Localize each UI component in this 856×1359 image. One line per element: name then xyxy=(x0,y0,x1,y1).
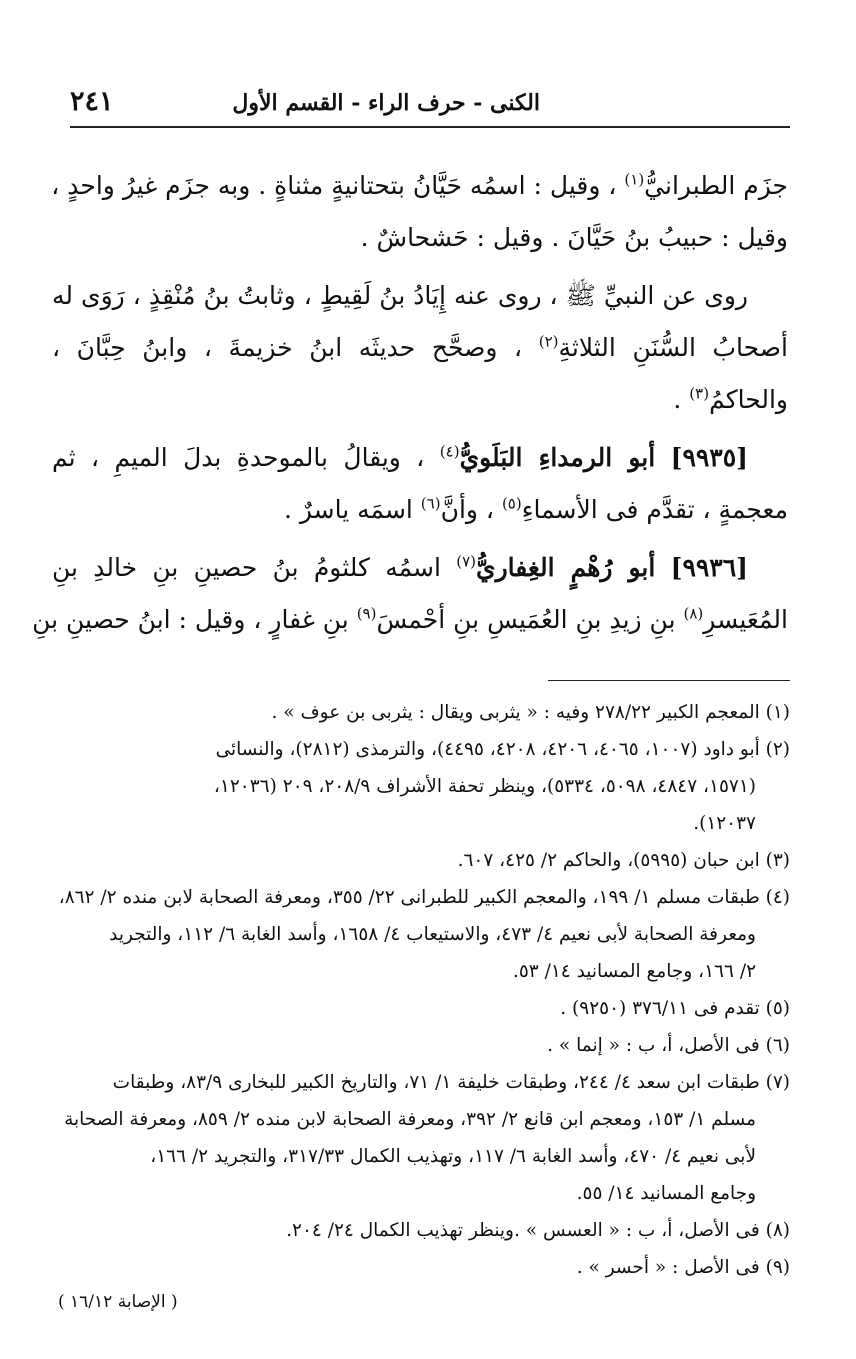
entry-name: أبو الرمداءِ البَلَويُّ xyxy=(459,443,656,472)
footnotes xyxy=(60,694,790,1286)
footnote-5: (٥) تقدم فى ٣٧٦/١١ (٩٢٥٠) . xyxy=(560,998,790,1019)
text-line: [٩٩٣٦] أبو رُهْمٍ الغِفاريُّ$^{(٧)}$ اسمُه كلثومُ بنُ حصينِ بنِ خالدِ بنِ xyxy=(52,552,749,582)
footnote-3: (٣) ابن حبان (٥٩٩٥)، والحاكم ٢/ ٤٢٥، ٦٠٧. xyxy=(457,850,790,871)
footnote-9: (٩) فى الأصل : « أحسر » . xyxy=(576,1257,790,1278)
text-line: [٩٩٣٥] أبو الرمداءِ البَلَويُّ$^{(٤)}$ ، ويقالُ بالموحدةِ بدلَ الميمِ ، ثم xyxy=(52,442,748,472)
footnote-7: (٧) طبقات ابن سعد ٤/ ٢٤٤، وطبقات خليفة ١/ ٧١، والتاريخ الكبير للبخارى ٨٣/٩، وطبقات مسلم ١/ ١٥٣، ومعجم ابن قانع ٢/ ٣٩٢، ومعرفة الصحابة لابن منده ٢/ ٨٥٩، ومعرفة الصحابة لأبى نعيم ٤/ ٤٧٠، وأسد الغابة ٦/ ١١٧، وتهذيب الكمال ٣١٧/٣٣، والتجريد ٢/ ١٦٦، وجامع المسانيد ١٤/ ٥٥. xyxy=(64,1072,790,1204)
running-title: الكنى - حرف الراء - القسم الأول xyxy=(232,90,540,116)
entry-9936 xyxy=(32,542,788,646)
footnote-4: (٤) طبقات مسلم ١/ ١٩٩، والمعجم الكبير للطبرانى ٢٢/ ٣٥٥، ومعرفة الصحابة لابن منده ٢/ ٨٦٢، ومعرفة الصحابة لأبى نعيم ٤/ ٤٧٣، والاستيعاب ٤/ ١٦٥٨، وأسد الغابة ٦/ ١١٢، والتجريد ٢/ ١٦٦، وجامع المسانيد ١٤/ ٥٣. xyxy=(58,887,790,982)
footnote-ref-8: (٨) xyxy=(683,604,704,623)
footnote-ref-9: (٩) xyxy=(356,604,377,623)
footnote-1: (١) المعجم الكبير ٢٧٨/٢٢ وفيه : « يثربى ويقال : يثربى بن عوف » . xyxy=(271,702,790,723)
entry-9935 xyxy=(52,432,788,536)
footnote-ref-5: (٥) xyxy=(501,494,522,513)
text-line: وقيل : حبيبُ بنُ حَيَّانَ . وقيل : حَشحاشٌ . xyxy=(360,223,788,252)
text-line: أصحابُ السُّنَنِ الثلاثةِ$^{(٢)}$ ، وصحَّح حديثَه ابنُ خزيمةَ ، وابنُ حِبَّانَ ، xyxy=(52,332,788,362)
footnote-2: (٢) أبو داود (١٠٠٧، ٤٠٦٥، ٤٢٠٦، ٤٢٠٨، ٤٤٩٥)، والترمذى (٢٨١٢)، والنسائى (١٥٧١، ٤٨٤٧، ٥٠٩٨، ٥٣٣٤)، وينظر تحفة الأشراف ٢٠٨/٩، ٢٠٩ (١٢٠٣٦، ١٢٠٣٧). xyxy=(213,739,790,834)
text-line: معجمةٍ ، تقدَّم فى الأسماءِ$^{(٥)}$ ، وأنَّ$^{(٦)}$ اسمَه ياسرٌ . xyxy=(283,494,788,524)
footnote-ref-2: (٢) xyxy=(538,332,559,351)
footnote-6: (٦) فى الأصل، أ، ب : « إنما » . xyxy=(547,1035,790,1056)
footnote-ref-3: (٣) xyxy=(689,384,710,403)
page-number: ٢٤١ xyxy=(70,86,114,117)
page-header xyxy=(70,86,790,128)
entry-name: أبو رُهْمٍ الغِفاريُّ xyxy=(476,553,656,582)
text-line: روى عن النبيِّ ﷺ ، روى عنه إِيَادُ بنُ لَقِيطٍ ، وثابتُ بنُ مُنْقِذٍ ، رَوَى له xyxy=(52,281,748,310)
footnote-ref-7: (٧) xyxy=(456,552,477,571)
footnote-8: (٨) فى الأصل، أ، ب : « العسس » .وينظر تهذيب الكمال ٢٤/ ٢٠٤. xyxy=(286,1220,790,1241)
entry-number: [٩٩٣٦] xyxy=(670,553,749,582)
paragraph-2 xyxy=(52,270,788,426)
paragraph-1 xyxy=(52,160,788,264)
entry-number: [٩٩٣٥] xyxy=(670,443,748,472)
footnote-ref-1: (١) xyxy=(624,170,645,189)
text-line: المُعَيسرِ$^{(٨)}$ بنِ زيدِ بنِ العُمَيسِ بنِ أحْمسَ$^{(٩)}$ بنِ غفارٍ ، وقيل : ابنُ حصينِ بنِ xyxy=(32,604,788,634)
footnote-ref-6: (٦) xyxy=(420,494,441,513)
printer-signature: ( الإصابة ١٦/١٢ ) xyxy=(58,1292,178,1312)
main-text xyxy=(32,160,788,652)
text-line: والحاكمُ$^{(٣)}$ . xyxy=(673,384,788,414)
footnote-divider xyxy=(548,680,790,681)
text-line: جزَم الطبرانيُّ$^{(١)}$ ، وقيل : اسمُه حَيَّانُ بتحتانيةٍ مثناةٍ . وبه جزَم غيرُ واحدٍ ، xyxy=(51,170,788,200)
footnote-ref-4: (٤) xyxy=(439,442,460,461)
